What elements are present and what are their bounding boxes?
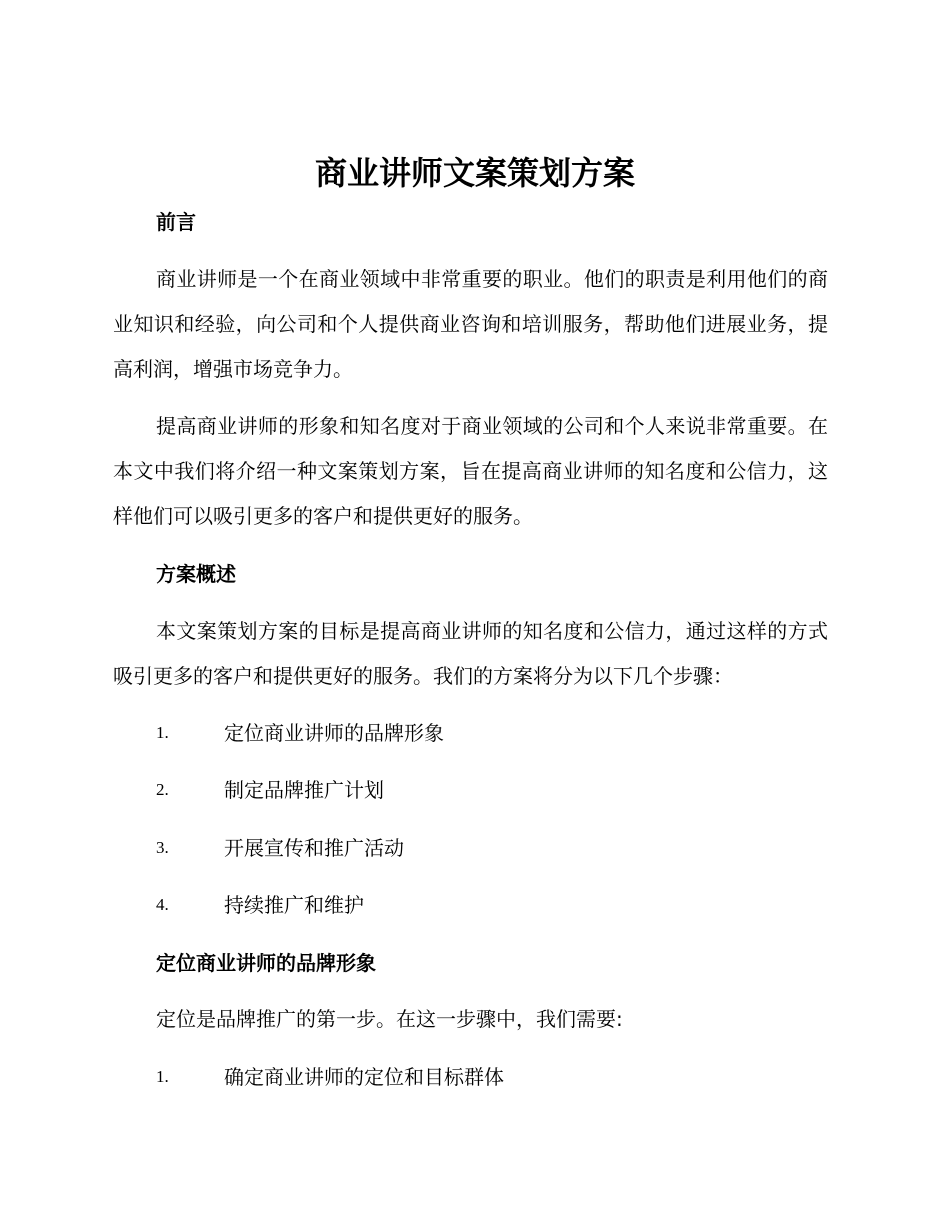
list-text: 持续推广和维护 xyxy=(224,893,364,917)
list-number: 1. xyxy=(156,1067,169,1086)
positioning-heading: 定位商业讲师的品牌形象 xyxy=(156,951,376,975)
list-number: 4. xyxy=(156,895,169,914)
preface-paragraph-1: 商业讲师是一个在商业领域中非常重要的职业。他们的职责是利用他们的商业知识和经验，向公司和个人提供商业咨询和培训服务，帮助他们进展业务，提高利润，增强市场竞争力。 xyxy=(113,267,828,381)
document-title: 商业讲师文案策划方案 xyxy=(314,154,635,192)
preface-heading: 前言 xyxy=(156,210,196,234)
list-number: 3. xyxy=(156,838,169,857)
list-number: 2. xyxy=(156,780,169,799)
list-text: 制定品牌推广计划 xyxy=(224,778,384,802)
list-number: 1. xyxy=(156,723,169,742)
overview-paragraph: 本文案策划方案的目标是提高商业讲师的知名度和公信力，通过这样的方式吸引更多的客户和提供更好的服务。我们的方案将分为以下几个步骤： xyxy=(113,619,828,688)
list-text: 定位商业讲师的品牌形象 xyxy=(224,721,444,745)
overview-heading: 方案概述 xyxy=(156,562,236,586)
preface-paragraph-2: 提高商业讲师的形象和知名度对于商业领域的公司和个人来说非常重要。在本文中我们将介绍一种文案策划方案，旨在提高商业讲师的知名度和公信力，这样他们可以吸引更多的客户和提供更好的服务。 xyxy=(113,414,828,528)
list-text: 确定商业讲师的定位和目标群体 xyxy=(224,1065,504,1089)
list-text: 开展宣传和推广活动 xyxy=(224,836,404,860)
positioning-paragraph: 定位是品牌推广的第一步。在这一步骤中，我们需要: xyxy=(156,1007,623,1031)
